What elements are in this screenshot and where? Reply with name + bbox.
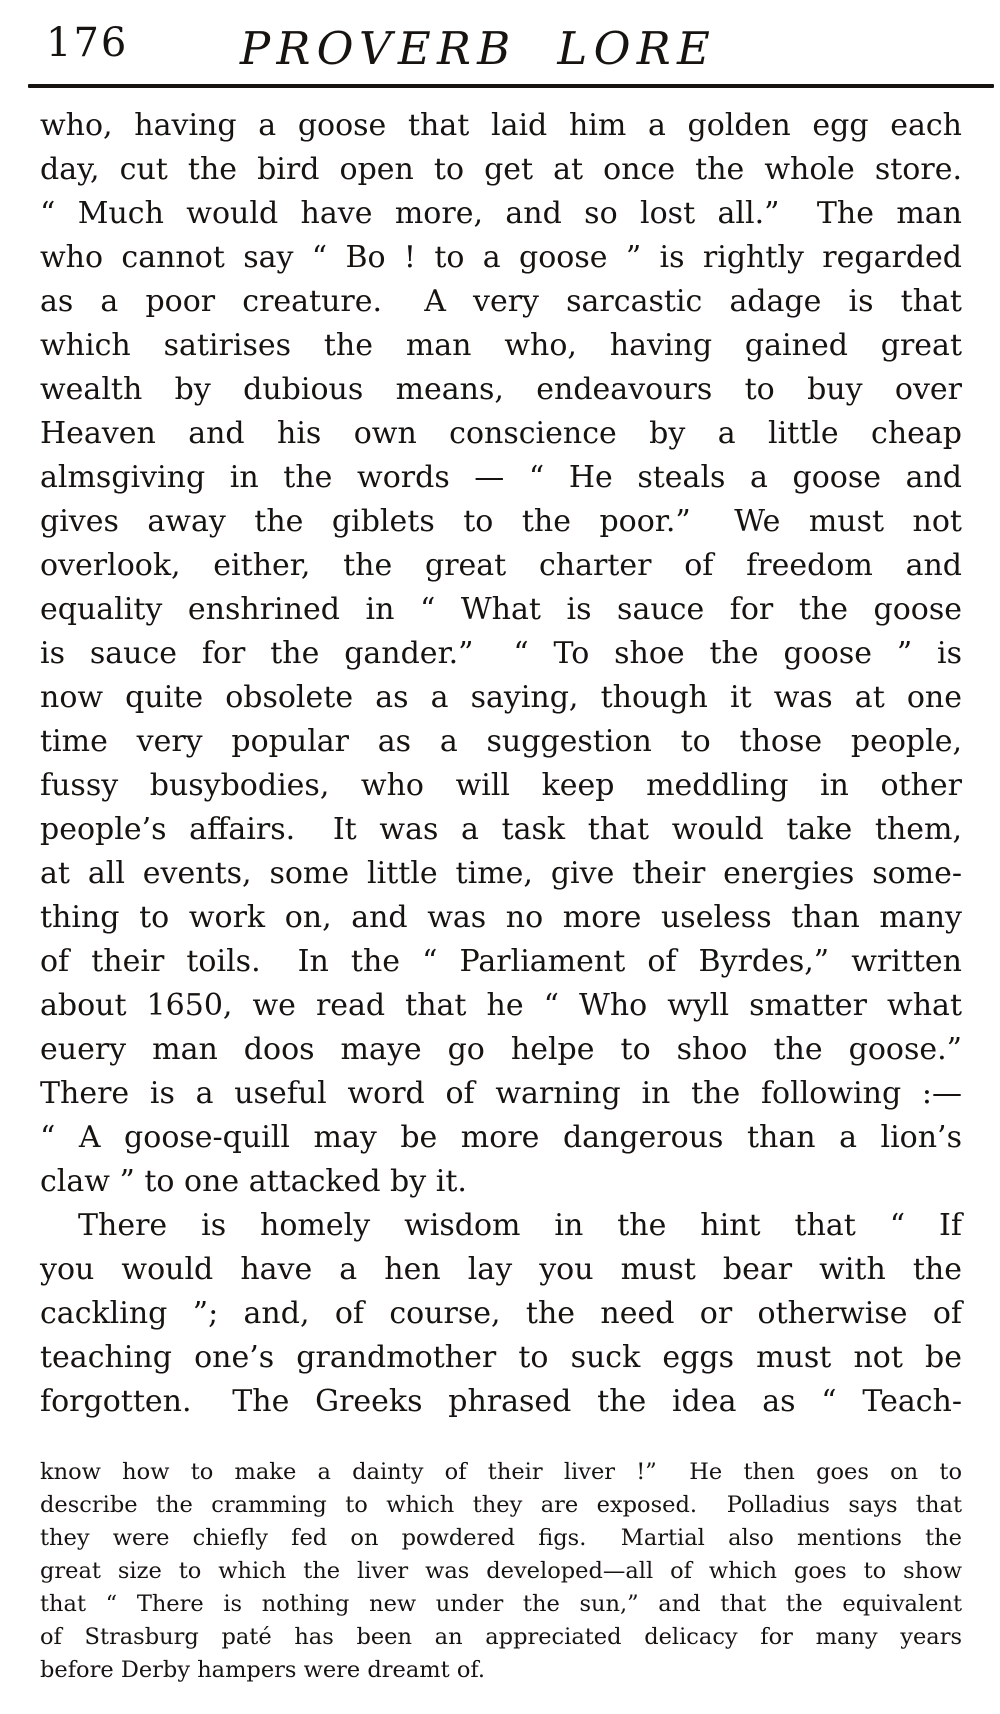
text-line: almsgiving in the words — “ He steals a goose and	[40, 460, 962, 495]
footnote-line: know how to make a dainty of their liver !” He then goes on to	[40, 1459, 962, 1485]
text-line: Heaven and his own conscience by a little cheap	[40, 416, 962, 451]
text-line: wealth by dubious means, endeavours to buy over	[40, 372, 962, 407]
text-line: fussy busybodies, who will keep meddling in other	[40, 768, 962, 803]
footnote-line: before Derby hampers were dreamt of.	[40, 1657, 486, 1683]
text-line: thing to work on, and was no more useless than many	[40, 900, 962, 935]
text-line: “ A goose-quill may be more dangerous than a lion’s	[40, 1120, 962, 1155]
text-line: who cannot say “ Bo ! to a goose ” is rightly regarded	[40, 240, 962, 275]
text-line: equality enshrined in “ What is sauce for the goose	[40, 592, 962, 627]
page-number: 176	[46, 20, 129, 66]
footnote-line: of Strasburg paté has been an appreciated delicacy for many years	[40, 1624, 962, 1650]
text-line: teaching one’s grandmother to suck eggs must not be	[40, 1340, 962, 1375]
text-line: of their toils. In the “ Parliament of Byrdes,” written	[40, 944, 962, 979]
text-line: overlook, either, the great charter of freedom and	[40, 548, 962, 583]
footnote-line: great size to which the liver was developed—all of which goes to show	[40, 1558, 962, 1584]
text-line: who, having a goose that laid him a golden egg each	[40, 108, 962, 143]
footnote-line: that “ There is nothing new under the sun,” and that the equivalent	[40, 1591, 962, 1617]
text-line: There is a useful word of warning in the following :—	[40, 1076, 962, 1111]
footnote-line: they were chiefly fed on powdered figs. Martial also mentions the	[40, 1525, 962, 1551]
text-line: which satirises the man who, having gained great	[40, 328, 962, 363]
page-header	[0, 0, 1000, 78]
text-line: about 1650, we read that he “ Who wyll smatter what	[40, 988, 962, 1023]
header-rule	[28, 84, 994, 88]
text-line: at all events, some little time, give their energies some-	[40, 856, 962, 891]
text-line: cackling ”; and, of course, the need or otherwise of	[40, 1296, 962, 1331]
text-line: people’s affairs. It was a task that would take them,	[40, 812, 962, 847]
text-line: gives away the giblets to the poor.” We must not	[40, 504, 962, 539]
text-line: forgotten. The Greeks phrased the idea as “ Teach-	[40, 1384, 962, 1419]
text-line: as a poor creature. A very sarcastic adage is that	[40, 284, 962, 319]
text-line: you would have a hen lay you must bear with the	[40, 1252, 962, 1287]
footnote-line: describe the cramming to which they are exposed. Polladius says that	[40, 1492, 962, 1518]
text-line: “ Much would have more, and so lost all.” The man	[40, 196, 962, 231]
text-line: day, cut the bird open to get at once the whole store.	[40, 152, 962, 187]
running-title: PROVERB LORE	[239, 22, 717, 75]
text-line: is sauce for the gander.” “ To shoe the goose ” is	[40, 636, 962, 671]
text-line: claw ” to one attacked by it.	[40, 1164, 467, 1199]
paragraph-1	[40, 104, 962, 1204]
text-line: There is homely wisdom in the hint that “ If	[78, 1208, 962, 1243]
body-text	[40, 104, 962, 1424]
paragraph-2	[40, 1204, 962, 1424]
text-line: time very popular as a suggestion to those people,	[40, 724, 962, 759]
footnote	[40, 1456, 962, 1687]
text-line: euery man doos maye go helpe to shoo the goose.”	[40, 1032, 962, 1067]
text-line: now quite obsolete as a saying, though it was at one	[40, 680, 962, 715]
